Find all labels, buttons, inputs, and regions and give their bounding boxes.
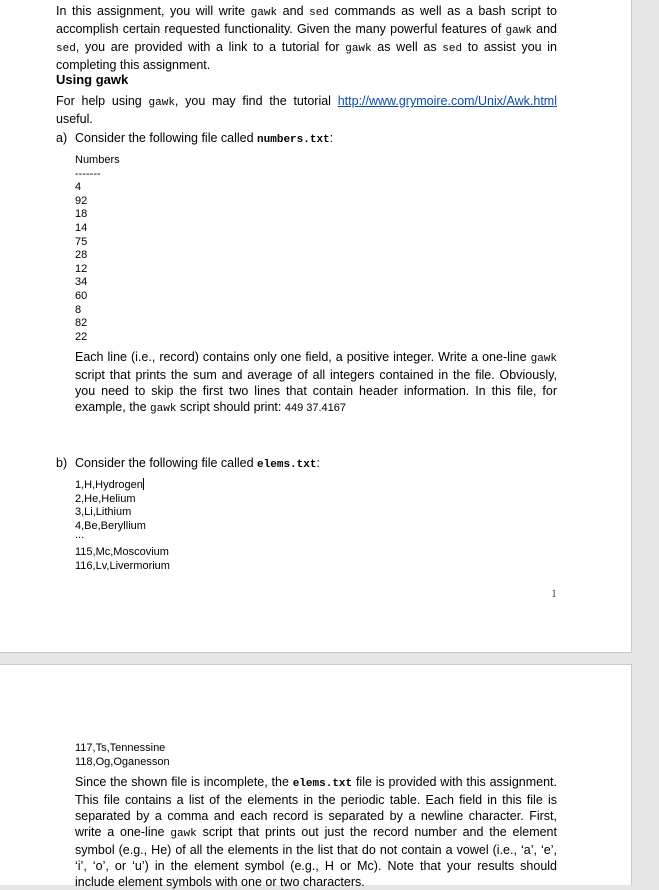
part-a-text: Consider the following file called — [75, 131, 258, 145]
part-b-desc-text: file is provided with this assignment. This file contains a list of the elements in the periodic table. Each field in this file is separated by a comma and each record is separated by a newline character. First, write a one-line — [75, 775, 557, 839]
file-line: 8 — [75, 303, 82, 316]
intro-text: as well as — [371, 40, 443, 54]
file-line: 60 — [75, 289, 88, 302]
help-text: useful. — [56, 112, 93, 126]
elems-file-listing-continued — [75, 742, 170, 769]
file-line: 14 — [75, 221, 88, 234]
file-line: 4 — [75, 181, 82, 194]
intro-text: to assist you in completing this assignment. — [56, 40, 557, 72]
elems-file-listing-top — [75, 478, 146, 533]
document-page-2 — [0, 664, 632, 889]
filename-numbers: numbers.txt — [257, 134, 330, 146]
part-a-desc-text: script that prints the sum and average of all integers contained in the file. Obviously, you need to skip the first two lines that contain header information. In this file, for example, the — [75, 368, 557, 414]
part-a-text: : — [329, 131, 334, 145]
code-gawk: gawk — [345, 43, 372, 55]
code-sed: sed — [442, 43, 463, 55]
part-a-description — [75, 349, 557, 417]
file-line: 1,H,Hydrogen — [75, 479, 143, 491]
file-line: 2,He,Helium — [75, 492, 136, 505]
code-gawk: gawk — [148, 97, 175, 109]
file-line: 4,Be,Beryllium — [75, 519, 146, 532]
part-b-prompt — [75, 455, 320, 473]
intro-text: In this assignment, you will write — [56, 4, 251, 18]
file-line: 12 — [75, 262, 88, 275]
section-heading-using-gawk: Using gawk — [56, 72, 129, 87]
tutorial-link[interactable]: http://www.grymoire.com/Unix/Awk.html — [337, 94, 557, 108]
file-line: Numbers — [75, 154, 120, 166]
file-line: 75 — [75, 235, 88, 248]
part-a-desc-text: Each line (i.e., record) contains only one field, a positive integer. Write a one-line — [75, 350, 531, 364]
code-gawk: gawk — [505, 25, 532, 37]
code-gawk: gawk — [170, 828, 197, 840]
part-b-text: Consider the following file called — [75, 456, 258, 470]
numbers-file-listing — [75, 154, 120, 344]
part-a-label: a) — [56, 131, 68, 145]
intro-paragraph — [56, 3, 557, 73]
file-line: 18 — [75, 208, 88, 221]
file-line: 115,Mc,Moscovium — [75, 546, 169, 558]
file-line: 34 — [75, 276, 88, 289]
expected-output: 449 37.4167 — [284, 402, 347, 414]
code-sed: sed — [309, 7, 329, 19]
elems-file-listing-mid — [75, 546, 170, 573]
page-number: 1 — [551, 586, 557, 600]
intro-text: and — [277, 4, 310, 18]
file-line: ------- — [75, 167, 101, 180]
file-line: 3,Li,Lithium — [75, 506, 132, 519]
code-sed: sed — [56, 43, 76, 55]
filename-elems: elems.txt — [257, 459, 317, 471]
part-b-text: : — [316, 456, 320, 470]
listing-ellipsis: ... — [75, 529, 85, 541]
file-line: 92 — [75, 194, 88, 207]
code-gawk: gawk — [150, 403, 177, 415]
part-a-desc-text: script should print: — [176, 400, 285, 414]
intro-text: commands as well as a bash script to accomplish certain requested functionality. Given the many powerful features of — [56, 4, 557, 36]
intro-text: , you are provided with a link to a tutorial for — [75, 40, 346, 54]
help-text: , you may find the tutorial — [174, 94, 338, 108]
file-line: 118,Og,Oganesson — [75, 755, 170, 768]
file-line: 28 — [75, 249, 88, 262]
file-line: 116,Lv,Livermorium — [75, 559, 170, 572]
file-line: 117,Ts,Tennessine — [75, 742, 166, 754]
text-cursor — [143, 478, 144, 490]
part-b-label: b) — [56, 456, 68, 470]
help-paragraph — [56, 93, 557, 127]
code-gawk: gawk — [250, 7, 278, 19]
file-line: 82 — [75, 317, 88, 330]
intro-text: and — [531, 22, 557, 36]
code-gawk: gawk — [530, 353, 557, 365]
file-line: 22 — [75, 330, 88, 343]
part-b-desc-text: script that prints out just the record number and the element symbol (e.g., He) of all the elements in the list that do not contain a vowel (i.e., ‘a’, ‘e’, ‘i’, ‘o’, or ‘u’) in the element symbol (e.g., H or Mc). Note that your results should include element symbols with one or two characters. — [75, 825, 557, 889]
filename-elems: elems.txt — [292, 778, 353, 790]
part-a-prompt — [75, 130, 333, 148]
part-b-desc-text: Since the shown file is incomplete, the — [75, 775, 293, 789]
help-text: For help using — [56, 94, 149, 108]
part-b-description — [75, 774, 557, 890]
